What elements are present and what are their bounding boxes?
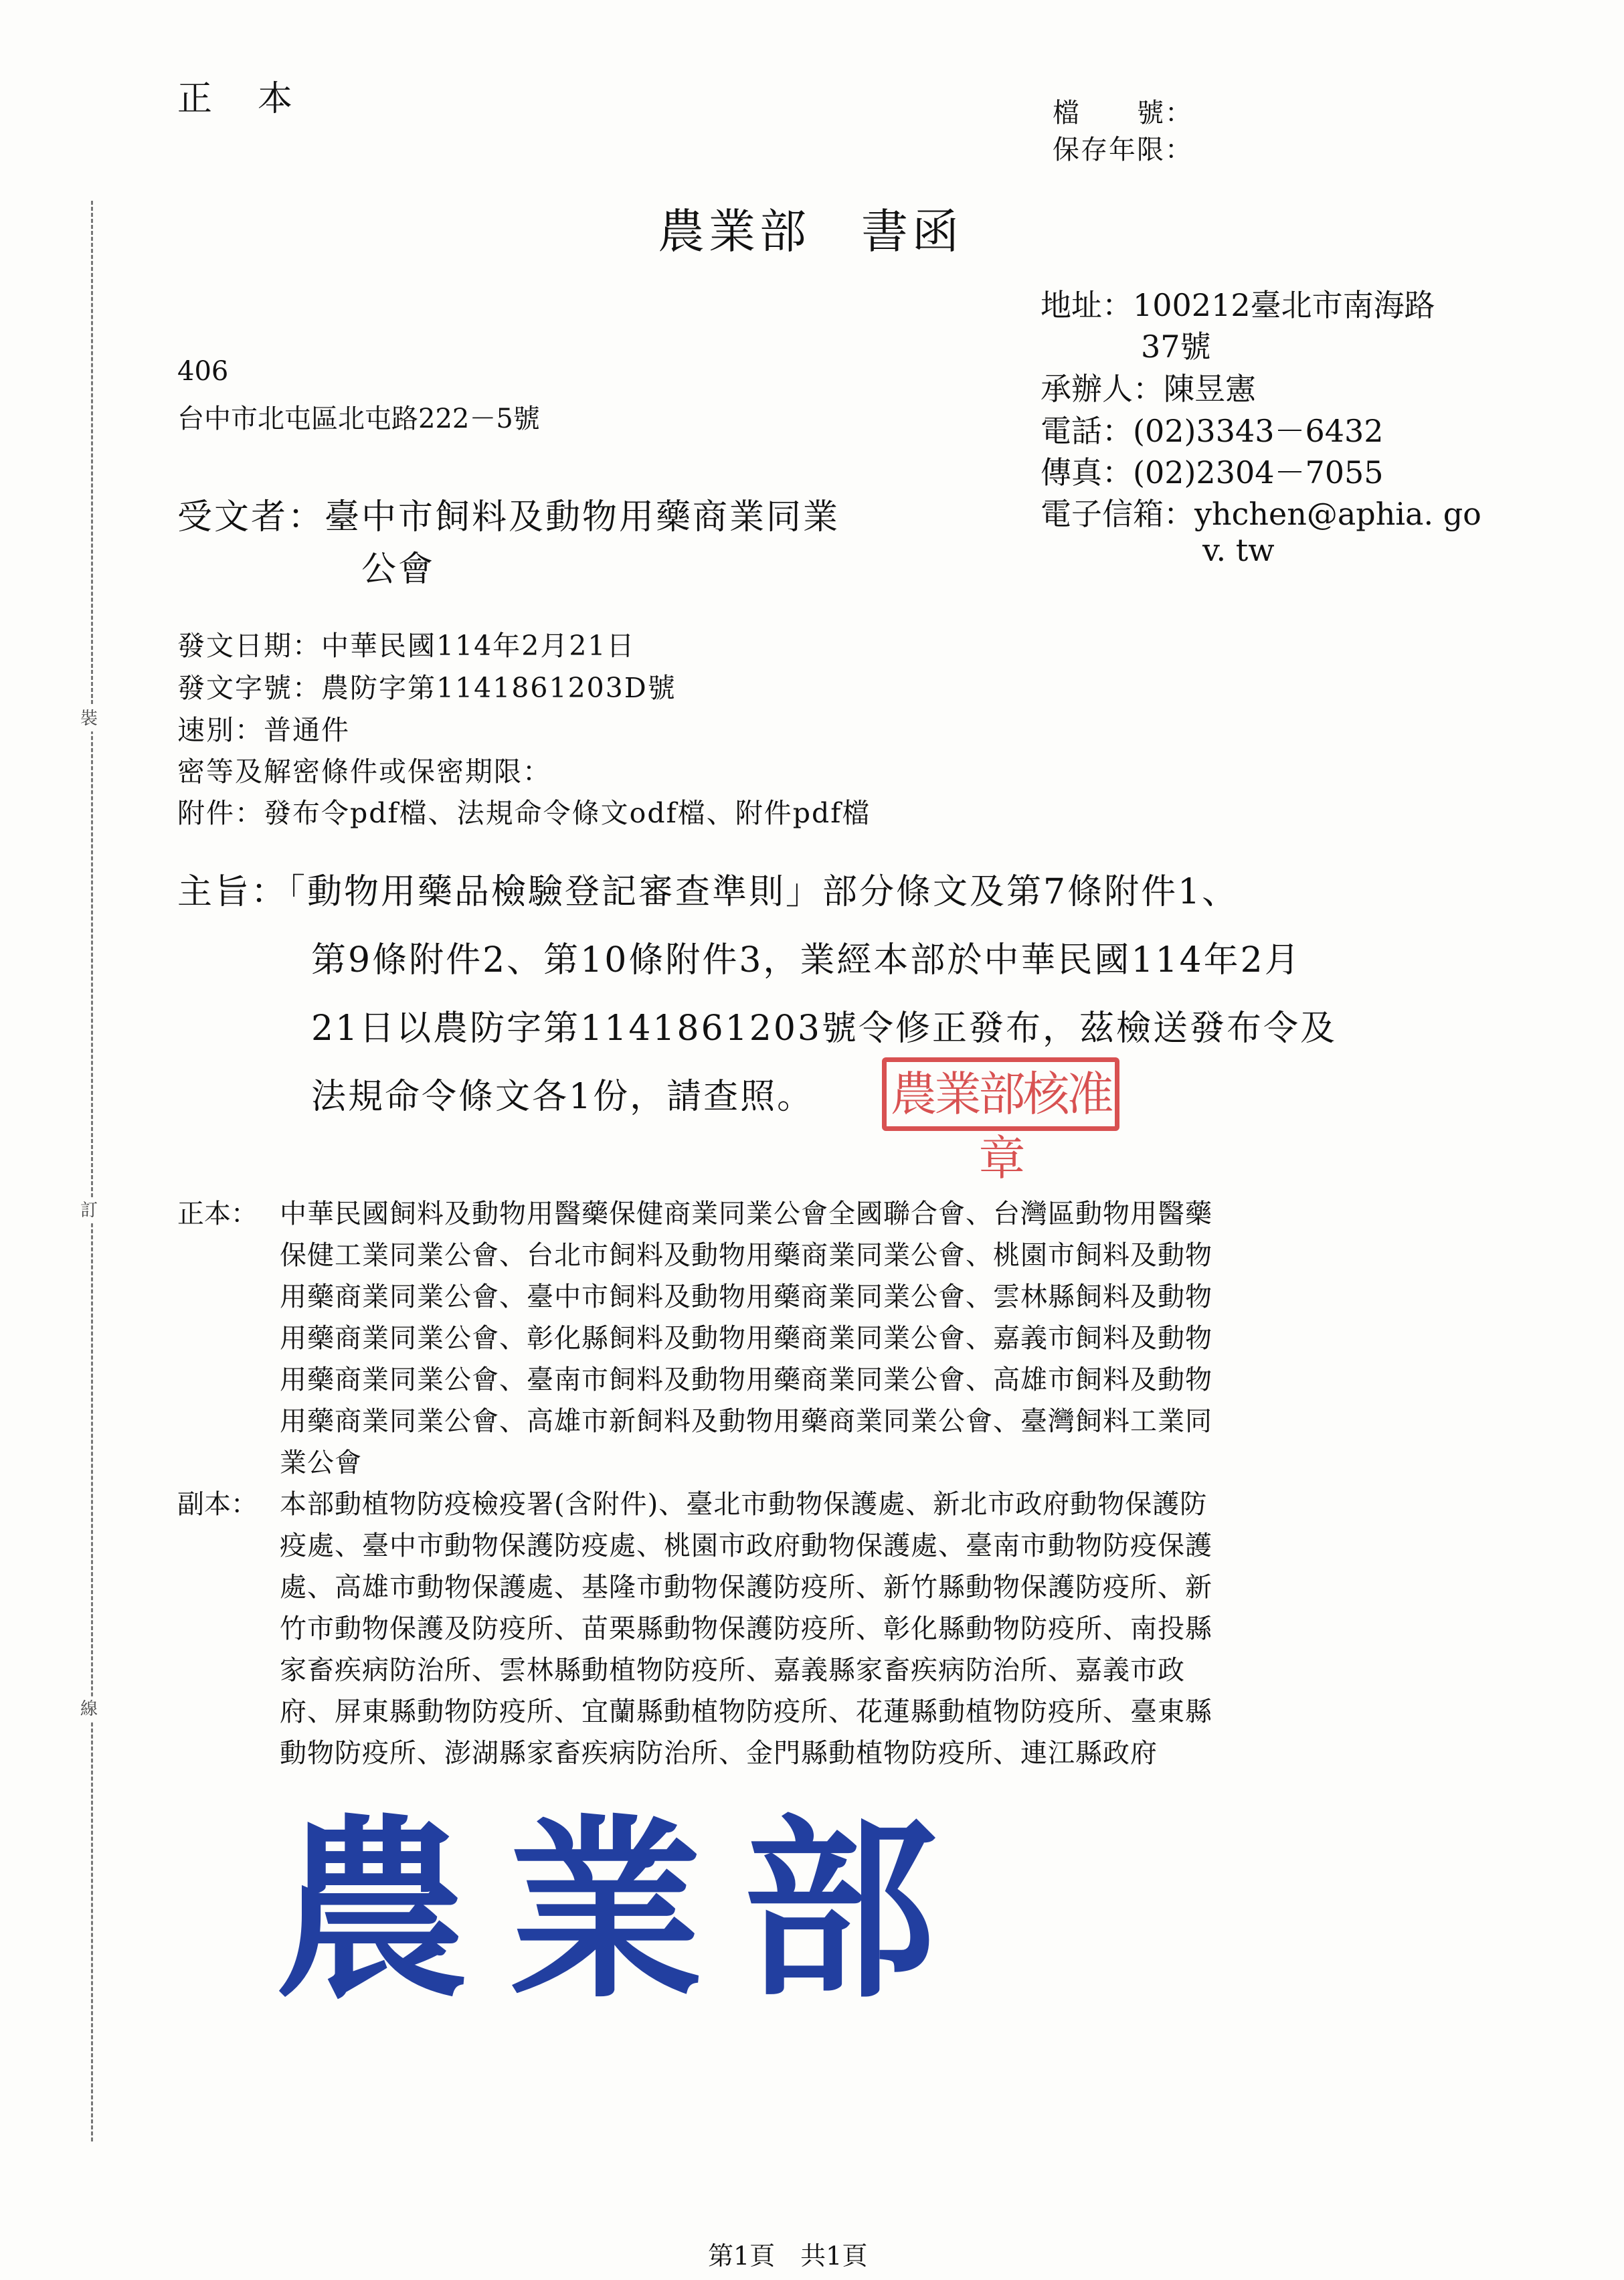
ministry-seal: 農業部	[274, 1797, 977, 2024]
binding-mark-ding: 訂	[80, 1198, 98, 1223]
recipient-street-address: 台中市北屯區北屯路222－5號	[177, 404, 540, 434]
sender-phone: 電話：(02)3343－6432	[1041, 413, 1384, 449]
sender-address-cont: 37號	[1141, 329, 1211, 365]
subject-line: 法規命令條文各1份，請查照。	[311, 1077, 814, 1117]
recipient-postal-code: 406	[177, 356, 229, 387]
list-line: 保健工業同業公會、台北市飼料及動物用藥商業同業公會、桃園市飼料及動物	[280, 1240, 1212, 1271]
document-title: 農業部 書函	[658, 204, 963, 259]
subject-line: 21日以農防字第1141861203號令修正發布，茲檢送發布令及	[311, 1009, 1338, 1049]
copy-recipients-label: 副本：	[177, 1489, 258, 1520]
retention-period-label: 保存年限：	[1053, 135, 1193, 165]
sender-handler: 承辦人：陳昱憲	[1041, 371, 1256, 407]
list-line: 府、屏東縣動物防疫所、宜蘭縣動植物防疫所、花蓮縣動植物防疫所、臺東縣	[280, 1696, 1212, 1727]
document-number: 發文字號：農防字第1141861203D號	[177, 672, 676, 704]
issue-date: 發文日期：中華民國114年2月21日	[177, 630, 636, 662]
list-line: 用藥商業同業公會、臺中市飼料及動物用藥商業同業公會、雲林縣飼料及動物	[280, 1282, 1212, 1312]
delivery-speed: 速別：普通件	[177, 714, 350, 746]
binding-mark-xian: 線	[80, 1696, 98, 1722]
original-recipients-label: 正本：	[177, 1199, 258, 1229]
list-line: 中華民國飼料及動物用醫藥保健商業同業公會全國聯合會、台灣區動物用醫藥	[280, 1199, 1212, 1229]
binding-mark-zhuang: 裝	[80, 706, 98, 731]
list-line: 處、高雄市動物保護處、基隆市動物保護防疫所、新竹縣動物保護防疫所、新	[280, 1572, 1212, 1603]
recipient-name: 受文者：臺中市飼料及動物用藥商業同業	[177, 497, 840, 537]
list-line: 竹市動物保護及防疫所、苗栗縣動物保護防疫所、彰化縣動物防疫所、南投縣	[280, 1613, 1212, 1644]
list-line: 用藥商業同業公會、彰化縣飼料及動物用藥商業同業公會、嘉義市飼料及動物	[280, 1323, 1212, 1354]
list-line: 用藥商業同業公會、臺南市飼料及動物用藥商業同業公會、高雄市飼料及動物	[280, 1365, 1212, 1395]
list-line: 本部動植物防疫檢疫署(含附件)、臺北市動物保護處、新北市政府動物保護防	[280, 1489, 1208, 1520]
recipient-name-cont: 公會	[361, 549, 436, 590]
classification: 密等及解密條件或保密期限：	[177, 756, 551, 788]
list-line: 用藥商業同業公會、高雄市新飼料及動物用藥商業同業公會、臺灣飼料工業同	[280, 1406, 1212, 1437]
sender-email: 電子信箱：yhchen@aphia. go	[1041, 496, 1481, 532]
list-line: 業公會	[280, 1448, 362, 1478]
list-line: 動物防疫所、澎湖縣家畜疾病防治所、金門縣動植物防疫所、連江縣政府	[280, 1738, 1158, 1769]
approval-seal: 農業部核准章	[882, 1057, 1119, 1131]
sender-fax: 傳真：(02)2304－7055	[1041, 454, 1384, 491]
file-number-label: 檔 號：	[1053, 98, 1193, 128]
list-line: 家畜疾病防治所、雲林縣動植物防疫所、嘉義縣家畜疾病防治所、嘉義市政	[280, 1655, 1185, 1686]
page-number: 第1頁 共1頁	[708, 2241, 868, 2271]
sender-email-cont: v. tw	[1202, 532, 1275, 568]
subject-line: 主旨：「動物用藥品檢驗登記審查準則」部分條文及第7條附件1、	[177, 872, 1239, 912]
binding-margin-line	[91, 201, 93, 2141]
list-line: 疫處、臺中市動物保護防疫處、桃園市政府動物保護處、臺南市動物防疫保護	[280, 1530, 1212, 1561]
subject-line: 第9條附件2、第10條附件3，業經本部於中華民國114年2月	[311, 940, 1301, 980]
attachments: 附件：發布令pdf檔、法規命令條文odf檔、附件pdf檔	[177, 797, 871, 829]
copy-type-label: 正 本	[177, 79, 298, 119]
sender-address: 地址：100212臺北市南海路	[1041, 287, 1435, 323]
